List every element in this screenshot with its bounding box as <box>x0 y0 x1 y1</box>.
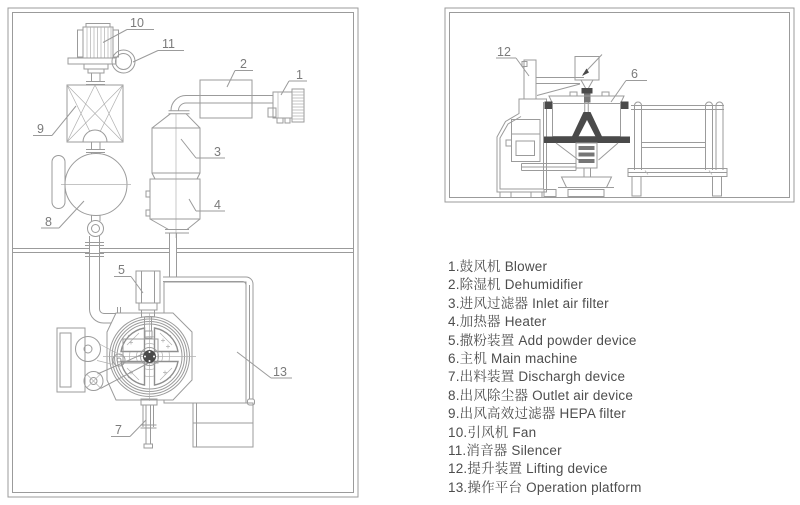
inlet-filter-and-heater <box>146 114 200 238</box>
callout-13: 13 <box>273 365 287 379</box>
callout-4: 4 <box>214 198 221 212</box>
callout-7: 7 <box>115 423 122 437</box>
callout-12: 12 <box>497 45 511 59</box>
legend-item: 1.鼓风机 Blower <box>448 259 548 274</box>
dehumidifier <box>169 80 274 118</box>
legend-item: 3.进风过滤器 Inlet air filter <box>448 295 609 311</box>
side-callouts <box>496 45 647 102</box>
outlet-air-device <box>52 154 131 237</box>
callout-3: 3 <box>214 145 221 159</box>
legend-item: 9.出风高效过滤器 HEPA filter <box>448 406 626 422</box>
legend-item: 11.消音器 Silencer <box>448 443 562 459</box>
blower <box>268 89 304 123</box>
main-machine-side <box>544 92 630 197</box>
legend-item: 5.撒粉装置 Add powder device <box>448 332 637 348</box>
hepa-filter <box>67 82 123 157</box>
legend-item: 10.引风机 Fan <box>448 424 537 440</box>
pipe-heater-down <box>170 233 177 277</box>
railing <box>628 102 727 196</box>
legend <box>448 258 642 497</box>
callout-5: 5 <box>118 263 125 277</box>
callout-10: 10 <box>130 16 144 30</box>
legend-item: 6.主机 Main machine <box>448 351 578 367</box>
callout-8: 8 <box>45 215 52 229</box>
legend-item: 4.加热器 Heater <box>448 314 547 330</box>
callout-9: 9 <box>37 122 44 136</box>
legend-item: 7.出料装置 Dischargh device <box>448 369 626 385</box>
fan-unit <box>68 24 119 82</box>
main-machine-plan <box>103 313 196 401</box>
callout-6: 6 <box>631 67 638 81</box>
callout-2: 2 <box>240 57 247 71</box>
legend-item: 8.出风除尘器 Outlet air device <box>448 387 634 403</box>
callout-1: 1 <box>296 68 303 82</box>
legend-item: 12.提升装置 Lifting device <box>448 461 608 477</box>
legend-item: 13.操作平台 Operation platform <box>448 479 642 495</box>
legend-item: 2.除湿机 Dehumidifier <box>448 277 583 293</box>
silencer <box>112 50 135 73</box>
callout-11: 11 <box>162 37 175 51</box>
